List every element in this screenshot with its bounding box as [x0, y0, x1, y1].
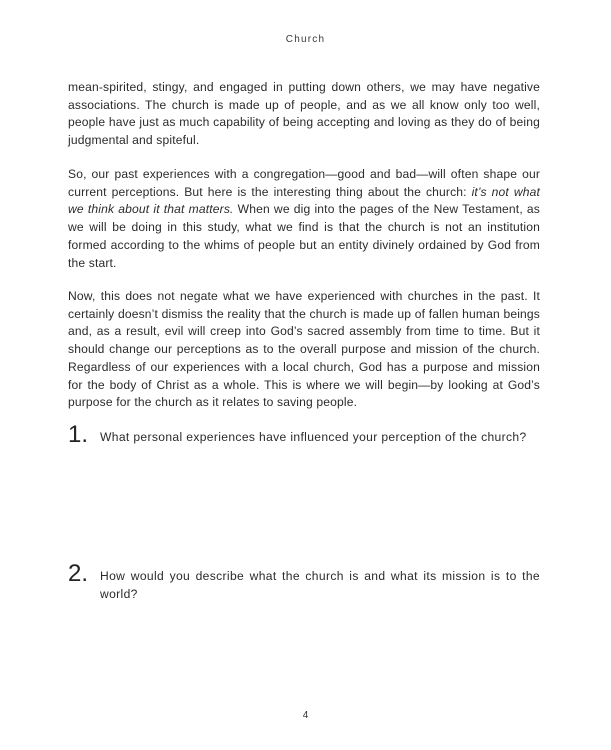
paragraph-1 — [68, 79, 540, 150]
question-2-number: 2. — [68, 560, 89, 587]
question-2-text: How would you describe what the church is and what its mission is to the world? — [100, 569, 540, 601]
paragraph-3 — [68, 288, 540, 412]
paragraph-2-emphasis: it’s not what we think about it that matters. — [68, 184, 540, 217]
question-2 — [68, 562, 540, 603]
question-1-text: What personal experiences have influenced your perception of the church? — [100, 430, 527, 444]
question-1-number: 1. — [68, 421, 89, 448]
paragraph-2-lead: So, our past experiences with a congregation—good and bad—will often shape our current perceptions. But here is the interesting thing about the church: — [68, 167, 540, 199]
paragraph-2-text — [68, 166, 540, 272]
question-1 — [68, 423, 540, 447]
paragraph-1-text: mean-spirited, stingy, and engaged in putting down others, we may have negative associations. The church is made up of people, and as we all know only too well, people have just as much capability of being accepting and loving as they do of being judgmental and spiteful. — [68, 80, 540, 148]
page-number: 4 — [302, 710, 309, 721]
paragraph-2-tail: When we dig into the pages of the New Testament, as we will be doing in this study, what we find is that the church is not an institution formed according to the whims of people but an entity divinely ordained by God from the start. — [68, 202, 540, 270]
paragraph-3-text: Now, this does not negate what we have experienced with churches in the past. It certainly doesn’t dismiss the reality that the church is made up of fallen human beings and, as a result, evil will creep into God’s sacred assembly from time to time. But it should change our perceptions as to the overall purpose and mission of the church. Regardless of our experiences with a local church, God has a purpose and mission for the body of Christ as a whole. This is where we will begin—by looking at God’s purpose for the church as it relates to saving people. — [68, 289, 540, 410]
running-head-title: Church — [285, 34, 326, 45]
paragraph-2 — [68, 166, 540, 272]
